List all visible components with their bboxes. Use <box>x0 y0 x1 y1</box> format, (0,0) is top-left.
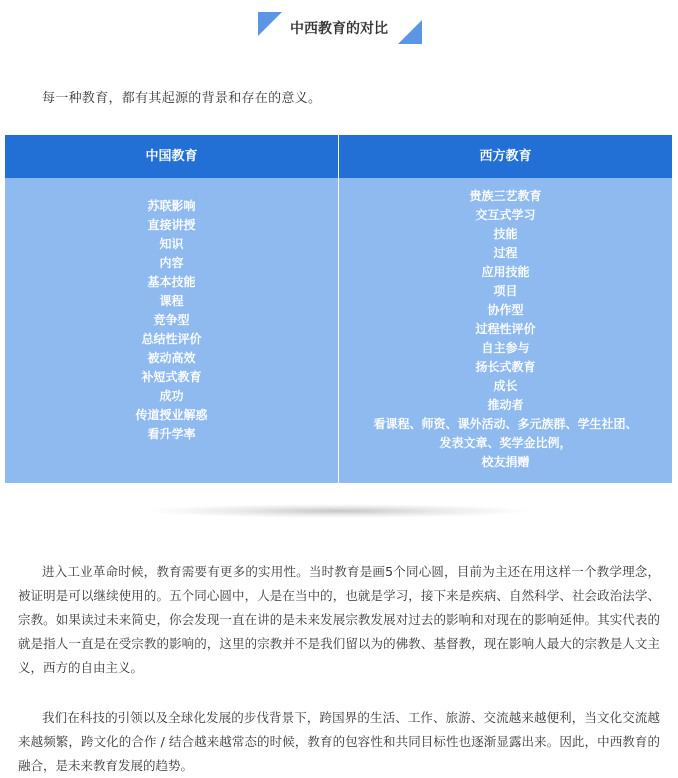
section-divider-shadow <box>150 504 528 518</box>
list-item: 知识 <box>159 237 184 251</box>
list-item: 过程 <box>493 246 518 260</box>
header-chinese-education: 中国教育 <box>145 149 198 164</box>
list-item: 成功 <box>159 389 184 403</box>
list-item: 内容 <box>159 256 184 270</box>
list-item: 看升学率 <box>147 427 196 441</box>
body-paragraph-2: 我们在科技的引领以及全球化发展的步伐背景下，跨国界的生活、工作、旅游、交流越来越便利，当文化交流越来越频繁，跨文化的合作 / 结合越来越常态的时候，教育的包容性和共同目标性也逐渐显露出来。因此，中西教育的融合，是未来教育发展的趋势。 <box>18 710 660 773</box>
body-paragraph-1: 进入工业革命时候，教育需要有更多的实用性。当时教育是画5个同心圆，目前为主还在用这样一个教学理念，被证明是可以继续使用的。五个同心圆中，人是在当中的，也就是学习，接下来是疾病、自然科学、社会政治法学、宗教。如果读过未来简史，你会发现一直在讲的是未来发展宗教发展对过去的影响和对现在的影响延伸。其实代表的就是指人一直是在受宗教的影响的，这里的宗教并不是我们留以为的佛教、基督教，现在影响人最大的宗教是人文主义，西方的自由主义。 <box>18 564 660 675</box>
list-item: 交互式学习 <box>475 208 536 222</box>
list-item: 传道授业解惑 <box>135 408 208 422</box>
list-item: 苏联影响 <box>147 199 196 213</box>
list-item: 贵族三艺教育 <box>469 189 542 203</box>
list-item: 过程性评价 <box>475 322 536 336</box>
list-item: 被动高效 <box>147 351 196 365</box>
list-item: 应用技能 <box>481 265 530 279</box>
list-item: 总结性评价 <box>141 332 202 346</box>
list-item: 校友捐赠 <box>481 455 530 469</box>
intro-text: 每一种教育，都有其起源的背景和存在的意义。 <box>42 91 322 106</box>
list-item: 竞争型 <box>153 313 190 327</box>
column-divider <box>338 135 339 483</box>
list-item: 成长 <box>493 379 518 393</box>
list-item: 课程 <box>159 294 184 308</box>
list-item: 技能 <box>493 227 518 241</box>
list-item: 发表文章、奖学金比例， <box>439 436 572 450</box>
list-item: 基本技能 <box>147 275 196 289</box>
western-education-column <box>339 187 672 472</box>
list-item: 扬长式教育 <box>475 360 536 374</box>
header-western-education: 西方教育 <box>479 149 532 164</box>
list-item: 直接讲授 <box>147 218 196 232</box>
list-item: 项目 <box>493 284 518 298</box>
comparison-table <box>5 135 672 483</box>
chinese-education-column <box>5 197 338 444</box>
list-item: 自主参与 <box>481 341 530 355</box>
list-item: 看课程、师资、课外活动、多元族群、学生社团、 <box>373 417 638 431</box>
list-item: 推动者 <box>487 398 524 412</box>
list-item: 协作型 <box>487 303 524 317</box>
list-item: 补短式教育 <box>141 370 202 384</box>
section-title-block <box>254 10 424 46</box>
page-title: 中西教育的对比 <box>290 21 388 37</box>
